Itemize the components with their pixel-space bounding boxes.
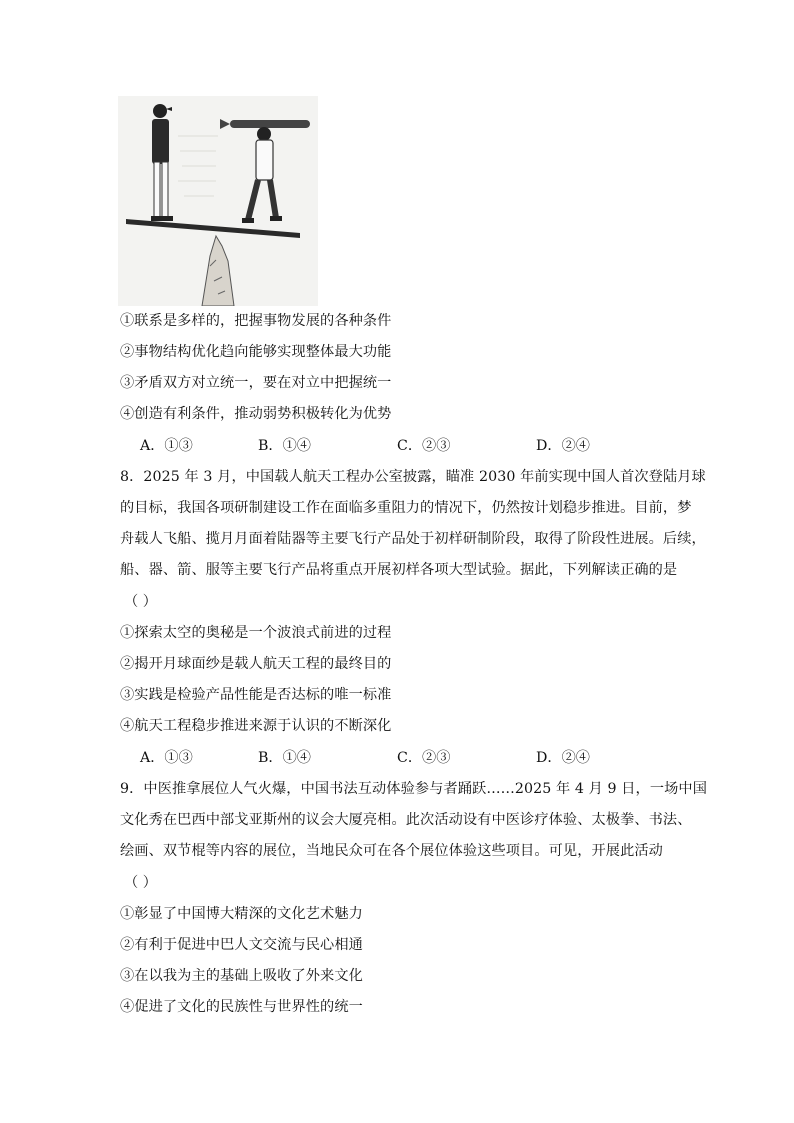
q9-stem-line-2: 文化秀在巴西中部戈亚斯州的议会大厦亮相。此次活动设有中医诊疗体验、太极拳、书法、 xyxy=(120,812,692,828)
q7-statement-1: ①联系是多样的，把握事物发展的各种条件 xyxy=(120,313,392,329)
q7-option-b[interactable]: B．①④ xyxy=(258,438,311,454)
q9-answer-parentheses: （ ） xyxy=(124,875,157,891)
q8-statement-3: ③实践是检验产品性能是否达标的唯一标准 xyxy=(120,687,392,703)
q9-stem-line-1: 9．中医推拿展位人气火爆，中国书法互动体验参与者踊跃……2025 年 4 月 9 日，一场中国 xyxy=(120,781,707,797)
q8-stem-line-3: 舟载人飞船、揽月月面着陆器等主要飞行产品处于初样研制阶段，取得了阶段性进展。后续， xyxy=(120,531,706,547)
q9-statement-2: ②有利于促进中巴人文交流与民心相通 xyxy=(120,937,363,953)
q7-statement-4: ④创造有利条件，推动弱势积极转化为优势 xyxy=(120,406,392,422)
q8-option-c[interactable]: C．②③ xyxy=(397,750,451,766)
q8-statement-1: ①探索太空的奥秘是一个波浪式前进的过程 xyxy=(120,625,392,641)
q8-stem-line-2: 的目标，我国各项研制建设工作在面临多重阻力的情况下，仍然按计划稳步推进。目前，梦 xyxy=(120,500,692,516)
q9-stem-line-3: 绘画、双节棍等内容的展位，当地民众可在各个展位体验这些项目。可见，开展此活动 xyxy=(120,843,663,859)
q8-option-b[interactable]: B．①④ xyxy=(258,750,311,766)
q7-option-c[interactable]: C．②③ xyxy=(397,438,451,454)
q8-stem-line-4: 船、器、箭、服等主要飞行产品将重点开展初样各项大型试验。据此，下列解读正确的是 xyxy=(120,562,678,578)
q9-statement-3: ③在以我为主的基础上吸收了外来文化 xyxy=(120,968,363,984)
q7-option-d[interactable]: D．②④ xyxy=(536,438,590,454)
q9-statement-4: ④促进了文化的民族性与世界性的统一 xyxy=(120,999,363,1015)
q8-statement-2: ②揭开月球面纱是载人航天工程的最终目的 xyxy=(120,656,392,672)
q8-stem-line-1: 8．2025 年 3 月，中国载人航天工程办公室披露，瞄准 2030 年前实现中国人首次登陆月球 xyxy=(120,469,706,485)
q8-answer-parentheses: （ ） xyxy=(124,594,157,610)
q8-option-d[interactable]: D．②④ xyxy=(536,750,590,766)
q9-statement-1: ①彰显了中国博大精深的文化艺术魅力 xyxy=(120,906,363,922)
q8-option-a[interactable]: A．①③ xyxy=(140,750,193,766)
q7-statement-2: ②事物结构优化趋向能够实现整体最大功能 xyxy=(120,344,392,360)
seesaw-illustration xyxy=(118,96,318,306)
q7-statement-3: ③矛盾双方对立统一，要在对立中把握统一 xyxy=(120,375,392,391)
q7-option-a[interactable]: A．①③ xyxy=(140,438,193,454)
q8-statement-4: ④航天工程稳步推进来源于认识的不断深化 xyxy=(120,718,392,734)
